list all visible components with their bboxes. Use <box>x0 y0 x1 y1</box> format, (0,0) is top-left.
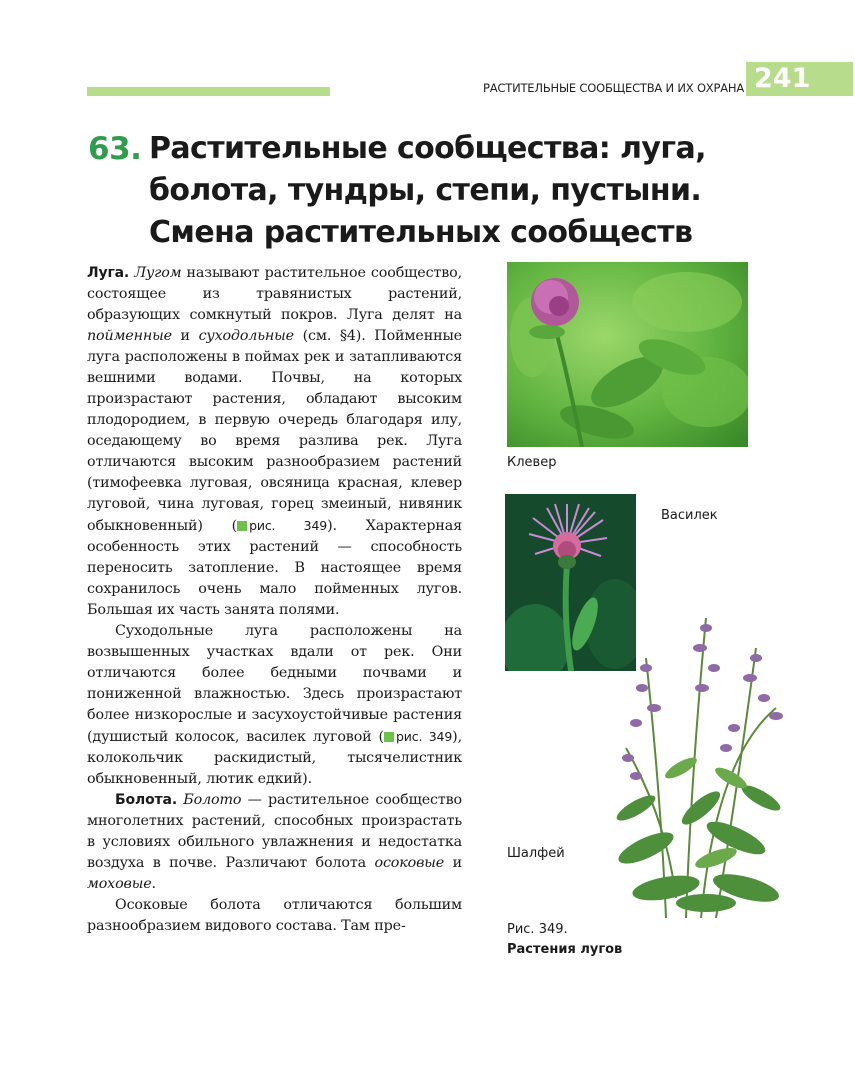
term-swamp: Болото <box>183 792 242 808</box>
text-run: и <box>444 855 462 871</box>
paragraph-swamps <box>87 790 462 895</box>
figure-ref-marker <box>237 521 247 531</box>
clover-illustration <box>507 262 748 447</box>
page-number: 241 <box>754 63 811 94</box>
term-dry: суходольные <box>198 328 294 344</box>
title-line-3: Смена растительных сообществ <box>149 215 693 250</box>
figure-ref-link[interactable]: рис. 349 <box>396 729 453 744</box>
term-sedge: осоковые <box>374 855 445 871</box>
section-number: 63. <box>88 131 142 167</box>
text-run: ), колокольчик раскидистый, тысячелистник обыкновенный, лютик едкий). <box>87 729 462 787</box>
term-moss: моховые <box>87 876 152 892</box>
page-number-box <box>746 62 853 96</box>
section-title <box>149 128 769 254</box>
sage-illustration <box>606 598 802 918</box>
header-accent-bar <box>87 87 330 96</box>
paragraph-meadows <box>87 263 462 621</box>
title-line-2: болота, тундры, степи, пустыни. <box>149 173 702 208</box>
term-meadow: Лугом <box>134 265 182 281</box>
text-run: Осоковые болота отличаются большим разнообразием видового состава. Там пре- <box>87 897 462 934</box>
figure-caption: Растения лугов <box>507 942 623 957</box>
paragraph-sedge-swamps <box>87 895 462 937</box>
paragraph-dry-meadows <box>87 621 462 790</box>
text-run: Суходольные луга расположены на возвышенных участках вдали от рек. Они отличаются более бедными почвами и пониженной влажностью. Здесь произрастают более низкорослые и засухоустойчивые растения (душистый колосок, василек луговой ( <box>87 623 462 745</box>
label-cornflower: Василек <box>661 508 718 523</box>
text-run: . <box>151 876 156 892</box>
body-text <box>87 263 462 937</box>
title-line-1: Растительные сообщества: луга, <box>149 131 706 166</box>
text-run: ). Характерная особенность этих растений — способность переносить затопление. В настоящее время сохранилось очень мало пойменных лугов. Большая их часть занята полями. <box>87 518 462 618</box>
label-clover: Клевер <box>507 455 557 470</box>
clover-photo <box>507 262 748 447</box>
figure-ref-marker <box>384 732 394 742</box>
label-sage: Шалфей <box>507 846 565 861</box>
figure-number: Рис. 349. <box>507 922 568 937</box>
figure-ref-link[interactable]: рис. 349 <box>249 518 328 533</box>
keyword-swamps: Болота. <box>115 792 177 808</box>
text-run: — растительное сообщество многолетних растений, способных произрастать в условиях обильного увлажнения и недостатка воздуха в почве. Различают болота <box>87 792 463 871</box>
keyword-meadows: Луга. <box>87 265 130 281</box>
text-run: и <box>171 328 199 344</box>
sage-drawing <box>606 598 802 918</box>
running-head: РАСТИТЕЛЬНЫЕ СООБЩЕСТВА И ИХ ОХРАНА <box>483 81 744 95</box>
term-floodplain: пойменные <box>87 328 172 344</box>
text-run: называют растительное сообщество, состоящее из травянистых растений, образующих сомкнутый покров. Луга делят на <box>87 265 462 323</box>
text-run: (см. §4). Пойменные луга расположены в поймах рек и затапливаются вешними водами. Почвы, на которых произрастают растения, обладают высоким плодородием, в первую очередь благодаря илу, оседающему во время разлива рек. Луга отличаются высоким разнообразием растений (тимофеевка луговая, овсяница красная, клевер луговой, чина луговая, горец змеиный, нивяник обыкновенный) ( <box>87 328 462 534</box>
